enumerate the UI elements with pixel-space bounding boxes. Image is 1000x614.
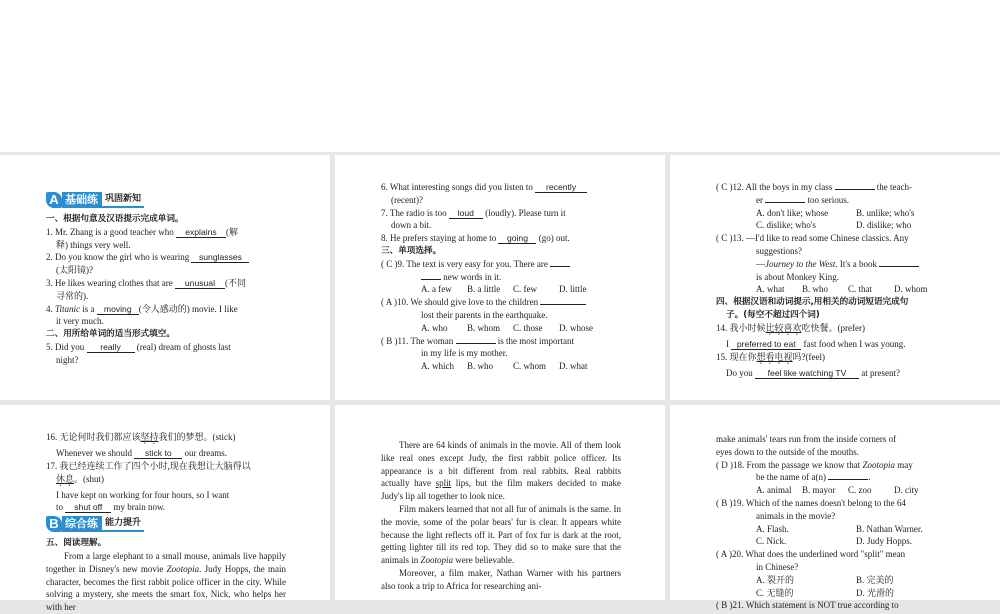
answer-blank: sunglasses [191, 252, 249, 263]
option: D. whose [559, 322, 593, 333]
question-21: ( B )21. Which statement is NOT true according to [716, 600, 899, 611]
option: B. who [802, 284, 829, 295]
question-text: 释) things very well. [56, 239, 131, 250]
options-13 [716, 283, 956, 296]
options-12a [716, 207, 956, 220]
option: B. who [467, 361, 494, 372]
question-text: animals in the movie? [756, 510, 836, 521]
question-2: 2. Do you know the girl who is wearing sunglasses [46, 251, 286, 264]
answer-blank: going [498, 233, 536, 244]
options-9 [381, 283, 621, 296]
option: B. whom [467, 322, 501, 333]
question-12: ( C )12. All the boys in my class the teach- [716, 182, 912, 192]
section-heading: 一、根据句意及汉语提示完成单词。 [46, 214, 184, 224]
option: D. little [559, 284, 587, 295]
question-5: 5. Did you really (real) dream of ghosts last [46, 341, 231, 352]
page-panel-5 [335, 405, 665, 600]
option: A. who [421, 322, 448, 333]
option: C. those [513, 322, 543, 333]
question-text: in Chinese? [756, 561, 799, 572]
page-panel-4 [0, 405, 330, 613]
reading-paragraph: Moreover, a film maker, Nathan Warner with his partners also took a trip to Africa for researching ani- [381, 567, 621, 591]
answer-blank: loud [449, 208, 483, 219]
question-text: (太阳镜)? [56, 265, 93, 276]
question-9: ( C )9. The text is very easy for you. There are [381, 258, 621, 271]
answer-blank: recently [535, 182, 587, 193]
answer-blank: preferred to eat [731, 339, 801, 350]
option: A. which [421, 361, 454, 372]
question-18: ( D )18. From the passage we know that Zootopia may [716, 459, 913, 470]
banner-subtitle: 巩固新知 [102, 192, 144, 208]
answer-blank [879, 266, 919, 267]
top-blank-area [0, 0, 1000, 152]
question-1: 1. Mr. Zhang is a good teacher who explains (解 [46, 226, 238, 237]
question-text: is about Monkey King. [756, 271, 839, 282]
question-text: —Journey to the West. It's a book [716, 258, 956, 271]
question-text: 寻常的). [56, 290, 89, 301]
question-16: 16. 无论何时我们都应该坚持我们的梦想。(stick) [46, 432, 236, 442]
option: D. whom [894, 284, 928, 295]
answer-blank: moving [97, 304, 139, 315]
answer-blank [835, 189, 875, 190]
section-banner-b [46, 515, 286, 533]
option: A. 裂开的 [756, 574, 794, 585]
options-18 [716, 484, 956, 497]
option: A. Flash. [756, 523, 789, 534]
question-11: ( B )11. The woman is the most important [381, 335, 574, 346]
question-15: 15. 现在你想看电视吗?(feel) [716, 351, 826, 362]
option: D. Judy Hopps. [856, 536, 913, 547]
options-19b [716, 535, 956, 548]
question-text: it very much. [56, 316, 104, 327]
reading-paragraph: Film makers learned that not all fur of animals is the same. In the movie, some of the polar bears' fur is clear. It appears white because the light reflects off it. Part of fox fur is dark at the root, getting lighter till its red top. They did so to make sure that the animals in Zootopia were believable. [381, 503, 621, 566]
option: B. 完美的 [856, 574, 894, 585]
question-text: night? [56, 354, 79, 365]
answer-blank [456, 343, 496, 344]
option: B. a little [467, 284, 501, 295]
options-11 [381, 360, 621, 373]
option: C. zoo [848, 485, 872, 496]
question-text: (recent)? [391, 194, 423, 205]
section-heading: 五、阅读理解。 [46, 538, 107, 549]
options-20b [716, 587, 956, 600]
answer-blank: unusual [175, 278, 225, 289]
options-20a [716, 574, 956, 587]
option: D. dislike; who [856, 220, 912, 231]
page-panel-1 [0, 155, 330, 400]
option: C. dislike; who's [756, 220, 816, 231]
section-heading: 二、用所给单词的适当形式填空。 [46, 329, 175, 340]
option: B. unlike; who's [856, 207, 915, 218]
answer-blank: stick to [134, 448, 182, 459]
option: D. 光滑的 [856, 587, 894, 598]
question-text: Whenever we should stick to our dreams. [56, 448, 227, 458]
option: D. what [559, 361, 588, 372]
question-text: to shut off my brain now. [56, 502, 166, 513]
question-7: 7. The radio is too loud (loudly). Please turn it [381, 207, 566, 218]
banner-letter: B [46, 516, 62, 532]
page-panel-3 [670, 155, 1000, 400]
answer-blank [765, 202, 805, 203]
reading-paragraph: From a large elephant to a small mouse, animals live happily together in Disney's new movie Zootopia. Judy Hopps, the main character, becomes the first rabbit police officer in the city. While solving a mystery, she meets the smart fox, Nick, who helps her with her [46, 550, 287, 613]
answer-blank [421, 279, 441, 280]
option: A. don't like; whose [756, 207, 829, 218]
section-heading: 三、单项选择。 [381, 245, 442, 256]
answer-blank: really [87, 342, 135, 353]
question-text: new words in it. [381, 271, 621, 284]
option: B. mayor [802, 485, 836, 496]
options-19a [716, 523, 956, 536]
question-6: 6. What interesting songs did you listen to recently [381, 181, 621, 194]
question-20: ( A )20. What does the underlined word "split" mean [716, 549, 906, 560]
question-8: 8. He prefers staying at home to going (go) out. [381, 233, 570, 244]
page-panel-6 [670, 405, 1000, 611]
question-3: 3. He likes wearing clothes that are unusual (不同 [46, 277, 246, 288]
question-text: I preferred to eat fast food when I was young. [726, 338, 906, 349]
answer-blank [540, 304, 586, 305]
question-17: 17. 我已经连续工作了四个小时,现在我想让大脑得以 [46, 460, 251, 471]
banner-subtitle: 能力提升 [102, 516, 144, 532]
section-heading: 四、根据汉语和动词提示,用相关的动词短语完成句 [716, 297, 909, 308]
option: A. a few [421, 284, 452, 295]
option: C. whom [513, 361, 547, 372]
option: C. Nick. [756, 536, 787, 547]
answer-blank: explains [176, 227, 226, 238]
options-10 [381, 322, 621, 335]
reading-paragraph: There are 64 kinds of animals in the movie. All of them look like real ones except Judy, the first rabbit police officer. Its appearance is a bit different from real rabbits. Real rabbits actually have split lips, but the film makers decided to make Judy's lip all together to look nice. [381, 440, 621, 502]
options-12b [716, 219, 956, 232]
question-text: suggestions? [756, 245, 802, 256]
page-panel-2 [335, 155, 665, 400]
question-text: 休息。(shut) [56, 473, 105, 484]
banner-letter: A [46, 192, 62, 208]
banner-label: 综合练 [62, 516, 102, 532]
option: D. city [894, 485, 919, 496]
answer-blank: feel like watching TV [755, 368, 859, 379]
option: A. animal [756, 485, 792, 496]
reading-text: eyes down to the outside of the mouths. [716, 446, 859, 457]
question-text: lost their parents in the earthquake. [421, 309, 548, 320]
question-4: 4. Titanic is a moving (令人感动的) movie. I like [46, 303, 238, 314]
option: C. 无缝的 [756, 587, 794, 598]
question-10: ( A )10. We should give love to the children [381, 296, 621, 309]
question-14: 14. 我小时候比较喜欢吃快餐。(prefer) [716, 322, 866, 333]
option: C. that [848, 284, 872, 295]
question-text: be the name of a(n) . [756, 472, 871, 483]
section-banner-a [46, 191, 286, 209]
option: C. few [513, 284, 537, 295]
answer-blank [550, 266, 570, 267]
question-13: ( C )13. —I'd like to read some Chinese classics. Any [716, 233, 909, 244]
answer-blank [828, 479, 868, 480]
section-heading: 子。(每空不超过四个词) [726, 309, 820, 320]
answer-blank: shut off [65, 502, 111, 513]
question-text: down a bit. [391, 220, 432, 231]
question-19: ( B )19. Which of the names doesn't belong to the 64 [716, 497, 906, 508]
question-text: Do you feel like watching TV at present? [726, 367, 900, 378]
question-text: er too serious. [756, 194, 849, 205]
option: A. what [756, 284, 785, 295]
question-text: in my life is my mother. [421, 348, 508, 359]
question-text: I have kept on working for four hours, so I want [56, 489, 230, 500]
reading-text: make animals' tears run from the inside corners of [716, 434, 897, 444]
banner-label: 基础练 [62, 192, 102, 208]
option: B. Nathan Warner. [856, 523, 923, 534]
